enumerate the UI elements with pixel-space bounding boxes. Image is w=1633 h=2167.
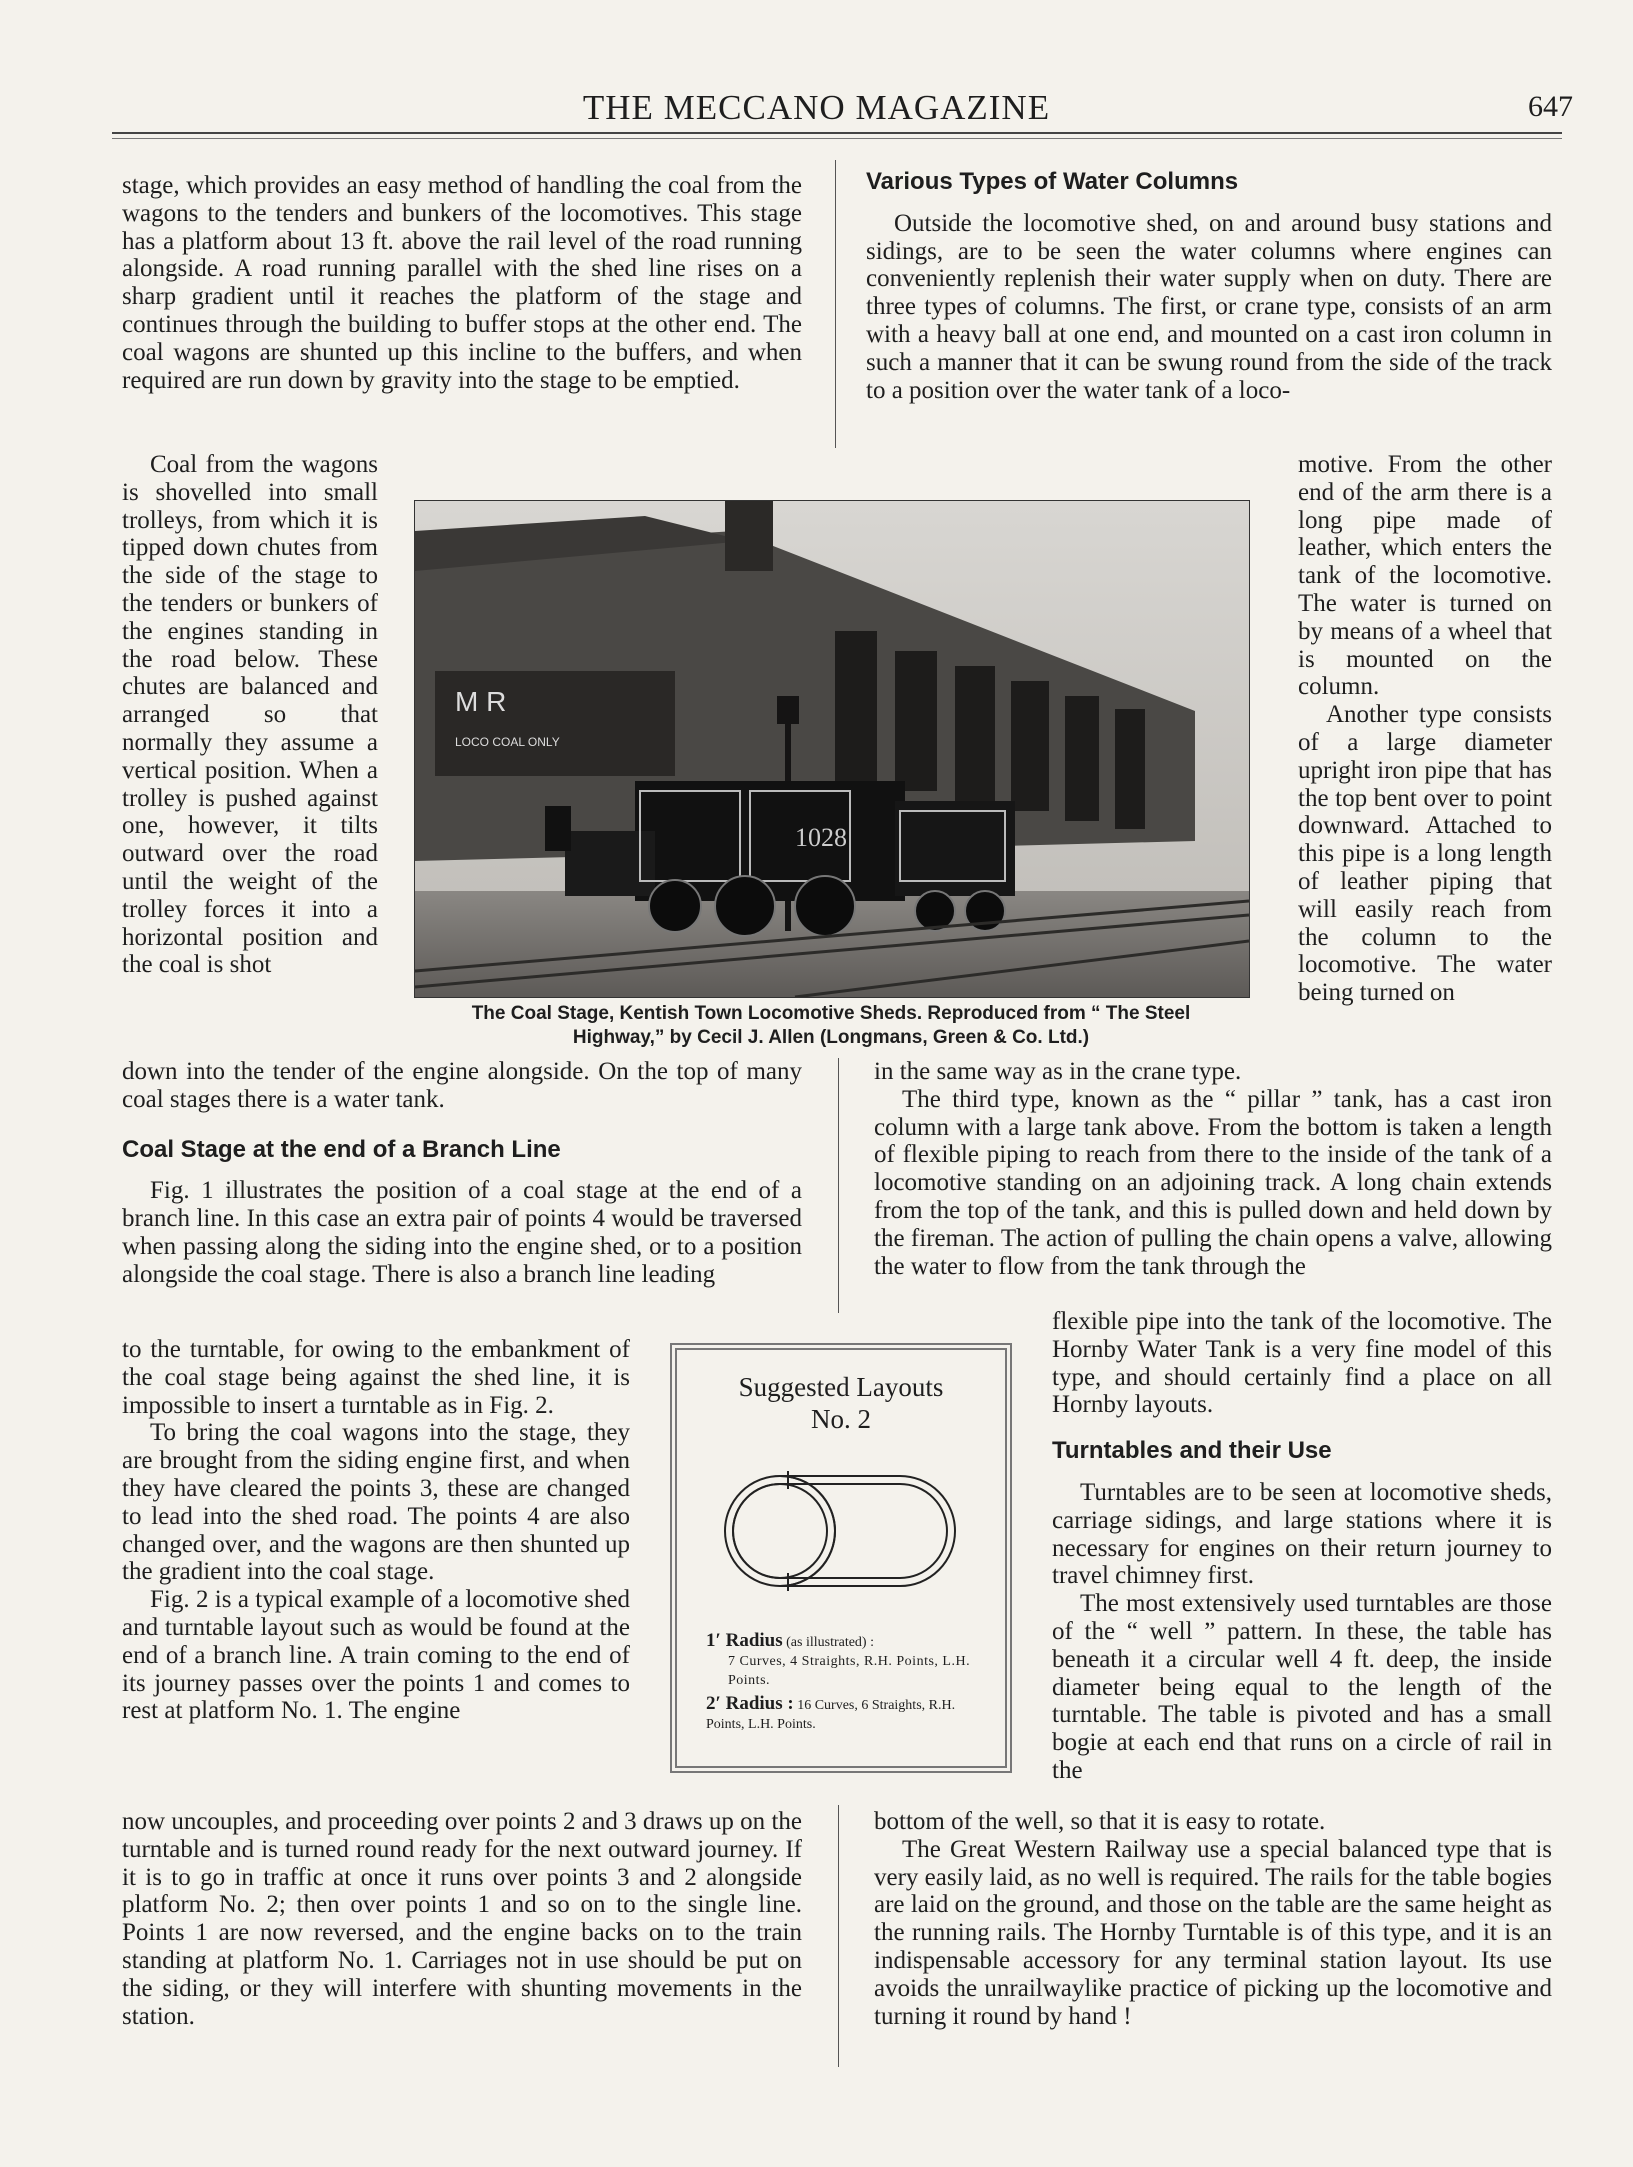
paragraph-fig1-continued: to the turntable, for owing to the embankment of the coal stage being against the shed line, it is impossible to insert a turntable as in Fig. 2. [122, 1336, 630, 1419]
right-top-block [866, 168, 1552, 404]
right-box-wrap [1052, 1308, 1552, 1785]
coal-stage-illustration [415, 501, 1249, 997]
coal-stage-photo [414, 500, 1250, 998]
paragraph-pillar-tank: The third type, known as the “ pillar ” tank, has a cast iron column with a large tank above. From the bottom is taken a length of flexible piping to reach from there to the inside of the tank of a locomotive standing on an adjoining track. A long chain extends from the top of the tank, and this is pulled down and held down by the fireman. The action of pulling the chain opens a valve, allowing the water to flow from the tank through the [874, 1085, 1552, 1280]
heading-branch-line: Coal Stage at the end of a Branch Line [122, 1135, 561, 1163]
paragraph-turntables: Turntables are to be seen at locomotive sheds, carriage sidings, and large stations where it is necessary for engines on their return journey to travel chimney first. [1052, 1478, 1552, 1590]
paragraph-bring-wagons: To bring the coal wagons into the stage, they are brought from the siding engine first, and when they have cleared the points 3, these are changed to lead into the shed road. The points 4 are also changed over, and the wagons are then shunted up the gradient into the coal stage. [122, 1419, 630, 1586]
paragraph-intro: stage, which provides an easy method of handling the coal from the wagons to the tenders and bunkers of the locomotives. This stage has a platform about 13 ft. above the rail level of the road running alongside. A road running parallel with the shed line rises on a sharp gradient until it reaches the platform of the stage and continues through the building to buffer stops at the other end. The coal wagons are shunted up this incline to the buffers, and when required are run down by gravity into the stage to be emptied. [122, 172, 802, 394]
box-title [670, 1371, 1012, 1435]
suggested-layouts-box [670, 1343, 1012, 1773]
box-parts-list [706, 1631, 984, 1738]
wagon-letters: M R [455, 686, 507, 717]
track-layout-diagram [720, 1461, 960, 1606]
left-intro-block [122, 172, 802, 394]
right-bottom-block [874, 1808, 1552, 2030]
paragraph-coal-trolleys: Coal from the wagons is shovelled into small trolleys, from which it is tipped down chutes from the side of the stage to the tenders or bunkers of the engines standing in the road below. These chutes are balanced and arranged so that normally they assume a vertical position. When a trolley is pushed against one, however, it tilts outward over the road until the weight of the trolley forces it into a horizontal position and the coal is shot [122, 451, 378, 979]
right-wrap-block [1298, 451, 1552, 1007]
box-title-line-2: No. 2 [811, 1404, 871, 1434]
photo-caption-line-1: The Coal Stage, Kentish Town Locomotive Sheds. Reproduced from “ The Steel [471, 1003, 1191, 1024]
radius-1-parts: 7 Curves, 4 Straights, R.H. Points, L.H. Points. [728, 1654, 971, 1688]
photo-caption-line-2: Highway,” by Cecil J. Allen (Longmans, Green & Co. Ltd.) [572, 1027, 1090, 1048]
radius-1-note: (as illustrated) : [786, 1635, 874, 1650]
radius-1-entry [706, 1631, 984, 1690]
column-divider-bottom [838, 1805, 839, 2067]
paragraph-pillar-continued: flexible pipe into the tank of the locomotive. The Hornby Water Tank is a very fine model of this type, and should certainly find a place on all Hornby layouts. [1052, 1308, 1552, 1419]
left-wrap-block [122, 451, 378, 979]
paragraph-another-continued: in the same way as in the crane type. [874, 1058, 1242, 1085]
right-middle-block [874, 1058, 1552, 1280]
box-title-line-1: Suggested Layouts [738, 1372, 944, 1402]
paragraph-crane-type-continued: motive. From the other end of the arm there is a long pipe made of leather, which enters the tank of the locomotive. The water is turned on by means of a wheel that is mounted on the column. [1298, 451, 1552, 701]
paragraph-well-continued: bottom of the well, so that it is easy to rotate. [874, 1808, 1326, 1835]
paragraph-fig2-continued: now uncouples, and proceeding over points 2 and 3 draws up on the turntable and is turned round ready for the next outward journey. If it is to go in traffic at once it runs over points 3 and 2 alongside platform No. 2; then over points 1 and so on to the single line. Points 1 are now reversed, and the engine backs on to the train standing at platform No. 1. Carriages not in use should be put on the siding, or they will interfere with shunting movements in the station. [122, 1808, 802, 2030]
paragraph-coal-continued: down into the tender of the engine alongside. On the top of many coal stages there is a water tank. [122, 1058, 802, 1113]
magazine-title: THE MECCANO MAGAZINE [582, 88, 1051, 127]
header-rule [112, 132, 1562, 134]
photo-caption [405, 1002, 1257, 1050]
heading-water-columns: Various Types of Water Columns [866, 168, 1239, 195]
column-divider-middle [838, 1058, 839, 1313]
paragraph-well-pattern: The most extensively used turntables are those of the “ well ” pattern. In these, the table has beneath it a circular well 4 ft. deep, the inside diameter being equal to the length of the turntable. The table is pivoted and has a small bogie at each end that runs on a circle of rail in the [1052, 1590, 1552, 1784]
radius-2-entry [706, 1694, 984, 1734]
left-column-continued [122, 1058, 802, 1289]
engine-number: 1028 [795, 823, 847, 852]
paragraph-fig2: Fig. 2 is a typical example of a locomotive shed and turntable layout such as would be found at the end of a branch line. A train coming to the end of its journey passes over the points 1 and comes to rest at platform No. 1. The engine [122, 1586, 630, 1725]
heading-turntables: Turntables and their Use [1052, 1437, 1332, 1465]
paragraph-another-type: Another type consists of a large diameter upright iron pipe that has the top bent over to point downward. Attached to this pipe is a long length of leather piping that will easily reach from the column to the locomotive. The water being turned on [1298, 701, 1552, 1007]
page-number: 647 [1528, 90, 1573, 123]
radius-2-label: 2′ Radius : [706, 1693, 794, 1714]
paragraph-water-columns: Outside the locomotive shed, on and around busy stations and sidings, are to be seen the water columns where engines can conveniently replenish their water supply when on duty. There are three types of columns. The first, or crane type, consists of an arm with a heavy ball at one end, and mounted on a cast iron column in such a manner that it can be swung round from the side of the track to a position over the water tank of a loco- [866, 209, 1552, 404]
radius-2-parts: 16 Curves, 6 Straights, R.H. Points, L.H. Points. [706, 1698, 956, 1732]
paragraph-fig1: Fig. 1 illustrates the position of a coal stage at the end of a branch line. In this case an extra pair of points 4 would be traversed when passing along the siding into the engine shed, or to a position alongside the coal stage. There is also a branch line leading [122, 1177, 802, 1288]
left-box-wrap [122, 1336, 630, 1725]
left-bottom-block [122, 1808, 802, 2030]
wagon-lettering: LOCO COAL ONLY [455, 735, 560, 749]
header-rule-thin [112, 138, 1562, 139]
paragraph-gwr-turntable: The Great Western Railway use a special balanced type that is very easily laid, as no well is required. The rails for the table bogies are laid on the ground, and those on the table are the same height as the running rails. The Hornby Turntable is of this type, and it is an indispensable accessory for any terminal station layout. Its use avoids the unrailwaylike practice of picking up the locomotive and turning it round by hand ! [874, 1835, 1552, 2030]
column-divider-top [835, 160, 836, 448]
radius-1-label: 1′ Radius [706, 1630, 783, 1651]
